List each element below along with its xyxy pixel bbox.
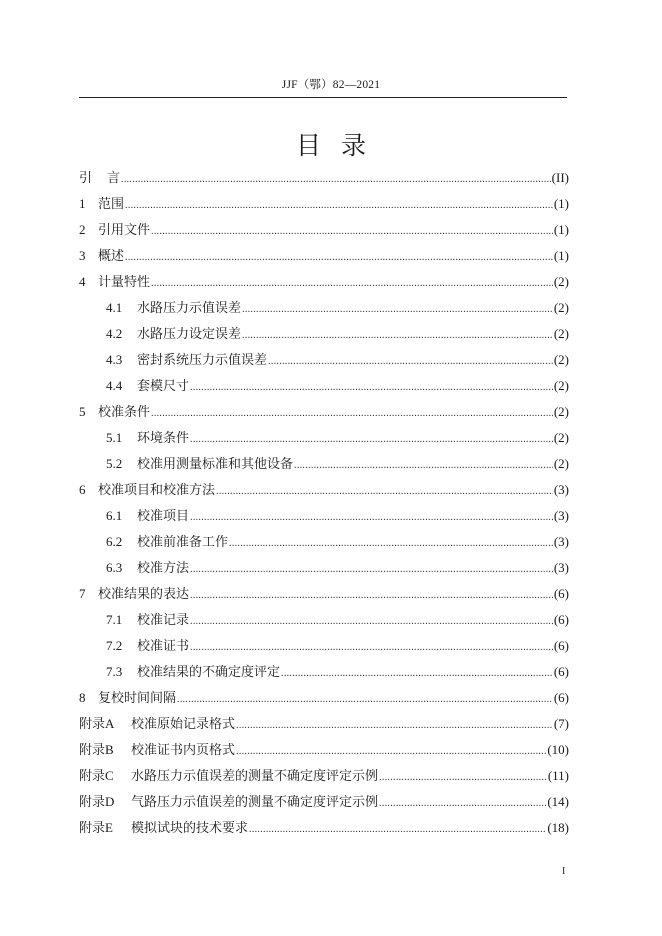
- toc-entry-label: 水路压力示值误差: [137, 300, 242, 315]
- toc-entry-number: 附录E: [79, 820, 113, 835]
- toc-leader-dots: [229, 531, 553, 557]
- toc-leader-dots: [177, 687, 553, 713]
- toc-entry-label: 范围: [98, 196, 125, 211]
- toc-entry-number: 4.1: [106, 300, 123, 315]
- toc-leader-dots: [121, 167, 551, 193]
- document-code-header: JJF（鄂）82—2021: [281, 79, 381, 91]
- toc-leader-dots: [268, 349, 553, 375]
- toc-entry[interactable]: [79, 607, 569, 633]
- toc-entry[interactable]: [79, 711, 569, 737]
- toc-entry-label: 校准结果的表达: [98, 586, 190, 601]
- toc-entry-label: 气路压力示值误差的测量不确定度评定示例: [131, 794, 379, 809]
- toc-entry-page: (1): [553, 222, 569, 237]
- toc-leader-dots: [379, 765, 547, 791]
- toc-entry[interactable]: [79, 581, 569, 607]
- toc-entry[interactable]: [79, 451, 569, 477]
- toc-leader-dots: [151, 219, 553, 245]
- toc-entry[interactable]: [79, 295, 569, 321]
- toc-entry-page: (2): [553, 300, 569, 315]
- toc-entry[interactable]: [79, 217, 569, 243]
- toc-entry-page: (6): [553, 612, 569, 627]
- toc-entry-number: 附录D: [79, 794, 115, 809]
- toc-entry-label: 水路压力设定误差: [137, 326, 242, 341]
- toc-entry-label: 校准项目和校准方法: [98, 482, 216, 497]
- toc-entry-label: 校准证书: [137, 638, 190, 653]
- toc-entry-number: 7.3: [106, 664, 123, 679]
- toc-entry[interactable]: [79, 737, 569, 763]
- toc-entry[interactable]: [79, 347, 569, 373]
- toc-entry-page: (3): [553, 560, 569, 575]
- toc-leader-dots: [216, 479, 553, 505]
- toc-leader-dots: [125, 245, 553, 271]
- toc-entry-label: 模拟试块的技术要求: [131, 820, 249, 835]
- toc-entry[interactable]: [79, 373, 569, 399]
- toc-leader-dots: [151, 401, 553, 427]
- toc-entry-label: 环境条件: [137, 430, 190, 445]
- toc-entry-number: 引: [79, 170, 93, 185]
- toc-entry[interactable]: [79, 685, 569, 711]
- toc-entry-page: (14): [547, 794, 569, 809]
- header-divider: [79, 97, 567, 98]
- toc-entry-label: 校准条件: [98, 404, 151, 419]
- toc-entry-number: 附录A: [79, 716, 115, 731]
- page-title: 目录: [295, 131, 386, 160]
- toc-entry-number: 附录C: [79, 768, 114, 783]
- toc-entry-number: 5: [79, 404, 86, 419]
- toc-leader-dots: [190, 583, 553, 609]
- toc-entry-label: 引用文件: [98, 222, 151, 237]
- toc-entry-page: (6): [553, 586, 569, 601]
- toc-leader-dots: [190, 609, 553, 635]
- toc-entry[interactable]: [79, 789, 569, 815]
- toc-leader-dots: [379, 791, 546, 817]
- toc-entry-page: (11): [547, 768, 569, 783]
- toc-entry[interactable]: [79, 503, 569, 529]
- toc-entry-label: 校准结果的不确定度评定: [137, 664, 281, 679]
- toc-entry-number: 附录B: [79, 742, 114, 757]
- toc-entry-page: (2): [553, 430, 569, 445]
- toc-entry-label: 校准项目: [137, 508, 190, 523]
- toc-entry[interactable]: [79, 399, 569, 425]
- toc-entry-number: 7.2: [106, 638, 123, 653]
- toc-entry-label: 校准方法: [137, 560, 190, 575]
- toc-entry-label: 校准用测量标准和其他设备: [137, 456, 294, 471]
- toc-entry-number: 6: [79, 482, 86, 497]
- toc-entry-page: (2): [553, 456, 569, 471]
- toc-entry-label: 计量特性: [98, 274, 151, 289]
- toc-entry-number: 7: [79, 586, 86, 601]
- toc-entry[interactable]: [79, 191, 569, 217]
- toc-entry-number: 2: [79, 222, 86, 237]
- toc-entry-page: (6): [553, 690, 569, 705]
- toc-entry-label: 复校时间间隔: [98, 690, 177, 705]
- toc-entry-page: (18): [547, 820, 569, 835]
- toc-entry-number: 6.2: [106, 534, 123, 549]
- toc-entry-number: 1: [79, 196, 86, 211]
- toc-entry-label: 校准证书内页格式: [131, 742, 236, 757]
- toc-entry-number: 7.1: [106, 612, 123, 627]
- toc-entry-label: 校准前准备工作: [137, 534, 229, 549]
- toc-entry[interactable]: [79, 815, 569, 841]
- toc-leader-dots: [190, 635, 553, 661]
- toc-entry[interactable]: [79, 477, 569, 503]
- toc-leader-dots: [236, 713, 553, 739]
- toc-leader-dots: [125, 193, 553, 219]
- toc-leader-dots: [190, 505, 553, 531]
- toc-entry[interactable]: [79, 425, 569, 451]
- toc-entry-number: 8: [79, 690, 86, 705]
- toc-leader-dots: [190, 375, 553, 401]
- toc-leader-dots: [249, 817, 546, 843]
- toc-entry-page: (1): [553, 248, 569, 263]
- toc-entry-page: (3): [553, 508, 569, 523]
- toc-entry-number: 3: [79, 248, 86, 263]
- toc-entry-number: 4.2: [106, 326, 123, 341]
- toc-entry[interactable]: [79, 633, 569, 659]
- toc-leader-dots: [190, 557, 553, 583]
- toc-entry-number: 6.1: [106, 508, 123, 523]
- toc-leader-dots: [281, 661, 553, 687]
- toc-entry-page: (6): [553, 664, 569, 679]
- toc-entry-label: 密封系统压力示值误差: [137, 352, 268, 367]
- page-number: I: [562, 866, 566, 877]
- toc-leader-dots: [151, 271, 553, 297]
- toc-entry-number: 5.2: [106, 456, 123, 471]
- table-of-contents: [79, 165, 569, 841]
- toc-entry-label: 言: [107, 170, 121, 185]
- toc-entry-page: (7): [553, 716, 569, 731]
- toc-entry-page: (3): [553, 482, 569, 497]
- toc-entry[interactable]: [79, 529, 569, 555]
- toc-entry[interactable]: [79, 555, 569, 581]
- toc-entry-number: 4.4: [106, 378, 123, 393]
- toc-entry[interactable]: [79, 321, 569, 347]
- toc-entry-page: (2): [553, 326, 569, 341]
- toc-entry-label: 套模尺寸: [137, 378, 190, 393]
- toc-entry[interactable]: [79, 659, 569, 685]
- toc-entry-page: (10): [547, 742, 569, 757]
- toc-entry-label: 校准原始记录格式: [131, 716, 236, 731]
- toc-entry-label: 概述: [98, 248, 125, 263]
- toc-entry-page: (II): [551, 170, 569, 185]
- toc-leader-dots: [294, 453, 553, 479]
- toc-entry-page: (2): [553, 378, 569, 393]
- toc-entry-number: 4: [79, 274, 86, 289]
- toc-leader-dots: [242, 297, 553, 323]
- toc-entry[interactable]: [79, 269, 569, 295]
- toc-entry[interactable]: [79, 165, 569, 191]
- toc-entry-label: 水路压力示值误差的测量不确定度评定示例: [131, 768, 379, 783]
- toc-leader-dots: [190, 427, 553, 453]
- toc-leader-dots: [242, 323, 553, 349]
- toc-entry-page: (2): [553, 274, 569, 289]
- toc-entry-number: 6.3: [106, 560, 123, 575]
- toc-entry-page: (2): [553, 404, 569, 419]
- toc-entry-page: (3): [553, 534, 569, 549]
- toc-leader-dots: [236, 739, 546, 765]
- toc-entry-page: (2): [553, 352, 569, 367]
- toc-entry-label: 校准记录: [137, 612, 190, 627]
- toc-entry[interactable]: [79, 763, 569, 789]
- toc-entry-number: 4.3: [106, 352, 123, 367]
- toc-entry-page: (6): [553, 638, 569, 653]
- toc-entry-page: (1): [553, 196, 569, 211]
- toc-entry-number: 5.1: [106, 430, 123, 445]
- toc-entry[interactable]: [79, 243, 569, 269]
